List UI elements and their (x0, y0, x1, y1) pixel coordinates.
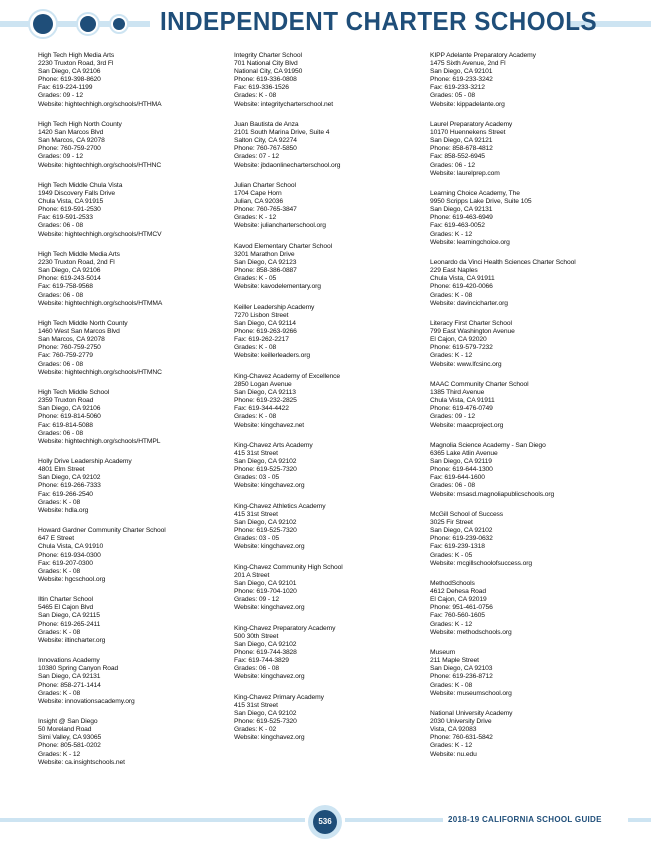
school-address: Chula Vista, CA 91910 (38, 543, 104, 551)
school-address: 701 National City Blvd (234, 60, 298, 68)
school-address: 9950 Scripps Lake Drive, Suite 105 (430, 198, 532, 206)
school-address: 4801 Elm Street (38, 466, 85, 474)
school-website[interactable]: Website: msasd.magnoliapublicschools.org (430, 490, 555, 498)
school-website[interactable]: Website: integritycharterschool.net (234, 100, 333, 108)
school-phone: Phone: 858-678-4812 (430, 145, 493, 153)
school-phone: Phone: 619-476-0749 (430, 405, 493, 413)
school-name: Magnolia Science Academy - San Diego (430, 442, 546, 449)
header-dot-medium (80, 16, 96, 32)
school-address: San Diego, CA 92102 (234, 519, 297, 527)
school-website[interactable]: Website: kingchavez.org (234, 734, 305, 742)
school-phone: Phone: 619-934-0300 (38, 551, 101, 559)
school-phone: Phone: 858-386-0887 (234, 267, 297, 275)
page-title: INDEPENDENT CHARTER SCHOOLS (160, 6, 598, 36)
footer-rule-middle (345, 818, 443, 822)
school-address: Salton City, CA 92274 (234, 137, 297, 145)
school-address: San Marcos, CA 92078 (38, 336, 105, 344)
school-grades: Grades: 06 - 08 (38, 429, 83, 437)
school-entry (430, 190, 620, 247)
school-grades: Grades: K - 08 (38, 498, 81, 506)
school-grades: Grades: 09 - 12 (430, 413, 475, 421)
school-address: Chula Vista, CA 91915 (38, 198, 104, 206)
school-address: 1949 Discovery Falls Drive (38, 190, 115, 198)
school-grades: Grades: K - 08 (38, 689, 81, 697)
school-grades: Grades: 03 - 05 (234, 474, 279, 482)
school-grades: Grades: K - 12 (38, 750, 81, 758)
school-entry (38, 718, 228, 767)
school-address: 415 31st Street (234, 450, 278, 458)
school-name: Museum (430, 649, 456, 657)
school-phone: Phone: 619-463-6949 (430, 214, 493, 222)
school-website[interactable]: Website: nu.edu (430, 750, 477, 758)
school-website[interactable]: Website: learningchoice.org (430, 238, 510, 246)
school-address: San Diego, CA 92115 (38, 612, 100, 620)
school-address: 415 31st Street (234, 702, 278, 709)
school-entry (38, 657, 228, 706)
school-website[interactable]: Website: laurelprep.com (430, 169, 500, 177)
footer-rule-left (0, 818, 305, 822)
school-entry (38, 182, 228, 239)
school-address: 1460 West San Marcos Blvd (38, 328, 120, 336)
school-entry (234, 373, 424, 430)
school-fax: Fax: 619-344-4422 (234, 405, 289, 413)
school-fax: Fax: 619-591-2533 (38, 214, 93, 222)
school-website[interactable]: Website: methodschools.org (430, 628, 512, 636)
school-address: El Cajon, CA 92020 (430, 336, 487, 344)
school-grades: Grades: 06 - 08 (38, 360, 83, 368)
school-phone: Phone: 619-236-8712 (430, 673, 493, 681)
school-phone: Phone: 619-233-3242 (430, 76, 493, 84)
school-grades: Grades: K - 08 (38, 567, 81, 575)
school-grades: Grades: K - 08 (234, 92, 277, 100)
school-address: San Diego, CA 92103 (430, 665, 493, 673)
school-fax: Fax: 760-759-2779 (38, 352, 93, 360)
school-address: 2359 Truxton Road (38, 397, 94, 405)
school-grades: Grades: 06 - 08 (38, 291, 83, 299)
school-name: Julian Charter School (234, 182, 296, 189)
school-grades: Grades: 06 - 08 (234, 665, 279, 673)
school-entry (430, 511, 620, 568)
school-fax: Fax: 619-233-3212 (430, 84, 485, 92)
school-name: Keiller Leadership Academy (234, 303, 315, 311)
school-grades: Grades: 05 - 08 (430, 92, 475, 100)
school-name: High Tech Middle Chula Vista (38, 182, 123, 189)
school-website[interactable]: Website: hightechhigh.org/schools/HTHNC (38, 161, 162, 169)
school-grades: Grades: 03 - 05 (234, 535, 279, 543)
page-number: 536 (313, 810, 337, 834)
school-name: High Tech Middle Media Arts (38, 251, 120, 259)
school-website[interactable]: Website: www.lfcsinc.org (430, 360, 502, 368)
school-grades: Grades: K - 12 (234, 214, 277, 222)
school-phone: Phone: 619-336-0808 (234, 76, 297, 84)
school-address: San Diego, CA 92102 (234, 458, 297, 466)
school-website[interactable]: Website: hdla.org (38, 506, 89, 514)
school-name: King-Chavez Primary Academy (234, 693, 324, 701)
school-grades: Grades: K - 12 (430, 620, 473, 628)
school-website[interactable]: Website: davincicharter.org (430, 299, 508, 307)
school-address: San Diego, CA 92106 (38, 267, 101, 275)
school-name: King-Chavez Preparatory Academy (234, 624, 336, 632)
school-address: 211 Maple Street (430, 657, 479, 665)
school-entry (234, 694, 424, 743)
school-grades: Grades: K - 08 (38, 628, 81, 636)
school-fax: Fax: 619-262-2217 (234, 336, 289, 344)
school-address: San Diego, CA 92102 (430, 527, 493, 535)
school-address: San Marcos, CA 92078 (38, 137, 105, 145)
school-phone: Phone: 619-232-2825 (234, 397, 297, 405)
school-grades: Grades: 09 - 12 (38, 92, 83, 100)
school-entry (234, 625, 424, 682)
school-entry (234, 121, 424, 170)
school-grades: Grades: K - 08 (430, 291, 473, 299)
school-entry (38, 458, 228, 515)
school-name: MAAC Community Charter School (430, 381, 529, 389)
school-website[interactable]: Website: kingchavez.org (234, 482, 305, 490)
school-address: 2230 Truxton Road, 2nd Fl (38, 259, 115, 267)
school-address: San Diego, CA 92121 (430, 137, 493, 145)
school-name: High Tech High Media Arts (38, 52, 115, 59)
school-entry (234, 564, 424, 613)
school-website[interactable]: Website: maacproject.org (430, 421, 504, 429)
school-entry (430, 320, 620, 369)
header-dot-small (113, 18, 125, 30)
school-address: 799 East Washington Avenue (430, 328, 515, 336)
school-name: Literacy First Charter School (430, 320, 512, 328)
school-entry (430, 381, 620, 430)
school-address: Simi Valley, CA 93065 (38, 734, 102, 742)
school-grades: Grades: K - 02 (234, 726, 277, 734)
school-phone: Phone: 619-239-0632 (430, 535, 493, 543)
school-grades: Grades: 07 - 12 (234, 153, 279, 161)
school-address: 2030 University Drive (430, 718, 492, 726)
listing-column-2 (234, 52, 424, 755)
school-entry (234, 442, 424, 491)
school-name: KIPP Adelante Preparatory Academy (430, 52, 536, 59)
school-name: Laurel Preparatory Academy (430, 121, 513, 129)
school-fax: Fax: 619-224-1199 (38, 84, 93, 92)
school-grades: Grades: K - 08 (430, 681, 473, 689)
school-fax: Fax: 619-266-2540 (38, 490, 93, 498)
school-phone: Phone: 619-265-2411 (38, 620, 101, 628)
school-website[interactable]: Website: kavodelementary.org (234, 283, 321, 291)
school-address: 10170 Huennekens Street (430, 129, 506, 137)
school-entry (430, 442, 620, 499)
school-address: San Diego, CA 92101 (234, 580, 297, 588)
school-address: 415 31st Street (234, 511, 278, 519)
school-phone: Phone: 858-271-1414 (38, 681, 101, 689)
school-address: Vista, CA 92083 (430, 726, 477, 734)
school-phone: Phone: 619-420-0066 (430, 283, 493, 291)
school-name: Howard Gardner Community Charter School (38, 527, 166, 535)
school-fax: Fax: 619-207-0300 (38, 559, 93, 567)
school-phone: Phone: 619-579-7232 (430, 344, 493, 352)
school-name: Iltin Charter School (38, 596, 93, 604)
school-website[interactable]: Website: hightechhigh.org/schools/HTMPL (38, 437, 161, 445)
school-phone: Phone: 619-263-9266 (234, 328, 297, 336)
school-website[interactable]: Website: kingchavez.org (234, 604, 305, 612)
school-name: High Tech High North County (38, 121, 122, 129)
school-phone: Phone: 805-581-0202 (38, 742, 101, 750)
school-entry (38, 320, 228, 377)
school-grades: Grades: K - 08 (234, 344, 277, 352)
school-website[interactable]: Website: mcgillschoolofsuccess.org (430, 559, 533, 567)
school-website[interactable]: Website: hightechhigh.org/schools/HTHMA (38, 100, 162, 108)
school-address: 3025 Fir Street (430, 519, 473, 527)
guide-title: 2018-19 CALIFORNIA SCHOOL GUIDE (448, 815, 602, 824)
school-address: San Diego, CA 92101 (430, 68, 493, 76)
school-fax: Fax: 858-552-6945 (430, 153, 485, 161)
school-fax: Fax: 619-336-1526 (234, 84, 289, 92)
school-website[interactable]: Website: ca.insightschools.net (38, 758, 125, 766)
school-entry (430, 52, 620, 109)
school-name: High Tech Middle North County (38, 320, 128, 328)
school-website[interactable]: Website: museumschool.org (430, 689, 512, 697)
school-address: El Cajon, CA 92019 (430, 596, 487, 604)
school-website[interactable]: Website: hightechhigh.org/schools/HTMCV (38, 230, 162, 238)
school-address: National City, CA 91950 (234, 68, 303, 76)
header-dot-large (33, 14, 53, 34)
school-address: 1420 San Marcos Blvd (38, 129, 104, 137)
school-phone: Phone: 951-461-0756 (430, 604, 493, 612)
school-phone: Phone: 619-525-7320 (234, 718, 297, 726)
school-address: 2850 Logan Avenue (234, 381, 292, 389)
school-phone: Phone: 619-525-7320 (234, 527, 297, 535)
school-website[interactable]: Website: kingchavez.net (234, 421, 305, 429)
school-grades: Grades: K - 05 (430, 551, 473, 559)
school-address: 647 E Street (38, 535, 74, 543)
school-phone: Phone: 760-759-2750 (38, 344, 101, 352)
school-phone: Phone: 619-644-1300 (430, 466, 493, 474)
school-name: King-Chavez Community High School (234, 563, 343, 571)
school-address: Chula Vista, CA 91911 (430, 397, 495, 405)
school-entry (38, 596, 228, 645)
school-address: 7270 Lisbon Street (234, 312, 289, 319)
school-address: 4612 Dehesa Road (430, 588, 487, 596)
school-name: McGill School of Success (430, 511, 504, 519)
school-address: 1704 Cape Horn (234, 190, 282, 198)
school-fax: Fax: 619-239-1318 (430, 543, 485, 551)
school-phone: Phone: 760-759-2700 (38, 145, 101, 153)
school-website[interactable]: Website: juliancharterschool.org (234, 222, 326, 230)
school-name: Integrity Charter School (234, 52, 302, 59)
school-entry (38, 52, 228, 109)
school-address: San Diego, CA 92113 (234, 389, 296, 397)
school-address: 10380 Spring Canyon Road (38, 665, 119, 673)
listing-column-1 (38, 52, 228, 779)
school-phone: Phone: 760-767-5850 (234, 145, 297, 153)
school-phone: Phone: 760-631-5842 (430, 734, 493, 742)
school-name: National University Academy (430, 710, 513, 718)
school-address: San Diego, CA 92131 (38, 673, 101, 681)
school-entry (430, 259, 620, 308)
school-address: 201 A Street (234, 572, 270, 579)
school-entry (38, 389, 228, 446)
school-entry (234, 182, 424, 231)
school-address: 2230 Truxton Road, 3rd Fl (38, 60, 114, 68)
school-entry (38, 527, 228, 584)
school-website[interactable]: Website: iltincharter.org (38, 636, 106, 644)
school-grades: Grades: K - 08 (234, 413, 277, 421)
school-grades: Grades: 09 - 12 (234, 596, 279, 604)
school-grades: Grades: K - 12 (430, 352, 473, 360)
school-website[interactable]: Website: hgcschool.org (38, 575, 106, 583)
school-fax: Fax: 619-744-3829 (234, 657, 289, 665)
school-fax: Fax: 619-814-5088 (38, 421, 93, 429)
school-entry (234, 52, 424, 109)
school-name: Holly Drive Leadership Academy (38, 458, 132, 466)
school-name: King-Chavez Arts Academy (234, 442, 313, 449)
school-address: San Diego, CA 92123 (234, 259, 297, 267)
school-address: San Diego, CA 92102 (234, 641, 297, 649)
school-entry (430, 710, 620, 759)
school-entry (430, 121, 620, 178)
school-phone: Phone: 619-814-5060 (38, 413, 101, 421)
school-phone: Phone: 619-591-2530 (38, 206, 101, 214)
school-entry (430, 580, 620, 637)
school-address: 2101 South Marina Drive, Suite 4 (234, 129, 330, 137)
school-address: San Diego, CA 92106 (38, 68, 101, 76)
school-website[interactable]: Website: kingchavez.org (234, 543, 305, 551)
school-name: Kavod Elementary Charter School (234, 242, 333, 250)
school-website[interactable]: Website: innovationsacademy.org (38, 697, 135, 705)
school-address: 50 Moreland Road (38, 726, 92, 734)
school-name: King-Chavez Athletics Academy (234, 502, 326, 510)
school-address: San Diego, CA 92102 (234, 710, 297, 718)
school-fax: Fax: 619-758-9568 (38, 283, 93, 291)
school-entry (234, 243, 424, 292)
school-fax: Fax: 619-644-1600 (430, 474, 485, 482)
school-name: Leonardo da Vinci Health Sciences Charter School (430, 259, 576, 267)
school-phone: Phone: 619-266-7333 (38, 482, 101, 490)
school-phone: Phone: 619-243-5014 (38, 275, 101, 283)
school-name: Learning Choice Academy, The (430, 190, 520, 198)
school-address: San Diego, CA 92106 (38, 405, 101, 413)
school-phone: Phone: 619-525-7320 (234, 466, 297, 474)
school-website[interactable]: Website: kippadelante.org (430, 100, 505, 108)
school-address: San Diego, CA 92102 (38, 474, 101, 482)
school-name: Innovations Academy (38, 657, 100, 665)
school-address: San Diego, CA 92114 (234, 320, 296, 328)
school-phone: Phone: 619-704-1020 (234, 588, 297, 596)
school-address: 500 30th Street (234, 632, 279, 640)
school-phone: Phone: 619-398-8620 (38, 76, 101, 84)
school-address: 3201 Marathon Drive (234, 251, 295, 259)
school-entry (38, 121, 228, 170)
school-grades: Grades: 06 - 12 (430, 161, 475, 169)
school-entry (234, 503, 424, 552)
school-fax: Fax: 619-463-0052 (430, 222, 485, 230)
school-address: 1475 Sixth Avenue, 2nd Fl (430, 60, 506, 68)
school-grades: Grades: K - 12 (430, 742, 473, 750)
school-website[interactable]: Website: hightechhigh.org/schools/HTMMA (38, 299, 163, 307)
school-address: 5465 El Cajon Blvd (38, 604, 94, 612)
school-name: King-Chavez Academy of Excellence (234, 372, 340, 380)
school-address: San Diego, CA 92119 (430, 458, 492, 466)
school-entry (38, 251, 228, 308)
school-website[interactable]: Website: keillerleaders.org (234, 352, 310, 360)
school-website[interactable]: Website: kingchavez.org (234, 673, 305, 681)
school-name: Insight @ San Diego (38, 718, 98, 726)
school-address: Julian, CA 92036 (234, 198, 283, 206)
school-grades: Grades: 06 - 08 (38, 222, 83, 230)
school-entry (430, 649, 620, 698)
school-name: High Tech Middle School (38, 389, 110, 397)
school-address: 1385 Third Avenue (430, 389, 485, 397)
school-fax: Fax: 760-560-1605 (430, 612, 485, 620)
school-address: 229 East Naples (430, 267, 478, 275)
school-address: San Diego, CA 92131 (430, 206, 493, 214)
school-phone: Phone: 760-765-3847 (234, 206, 297, 214)
school-address: Chula Vista, CA 91911 (430, 275, 495, 283)
school-name: MethodSchools (430, 580, 475, 588)
footer-rule-right (628, 818, 651, 822)
school-grades: Grades: 06 - 08 (430, 482, 475, 490)
school-name: Juan Bautista de Anza (234, 121, 299, 129)
school-address: 6365 Lake Atlin Avenue (430, 450, 498, 458)
school-website[interactable]: Website: jbdaonlinecharterschool.org (234, 161, 341, 169)
school-phone: Phone: 619-744-3828 (234, 649, 297, 657)
school-grades: Grades: K - 12 (430, 230, 473, 238)
school-website[interactable]: Website: hightechhigh.org/schools/HTMNC (38, 368, 162, 376)
school-grades: Grades: 09 - 12 (38, 153, 83, 161)
listing-column-3 (430, 52, 620, 771)
school-grades: Grades: K - 05 (234, 275, 277, 283)
school-entry (234, 304, 424, 361)
